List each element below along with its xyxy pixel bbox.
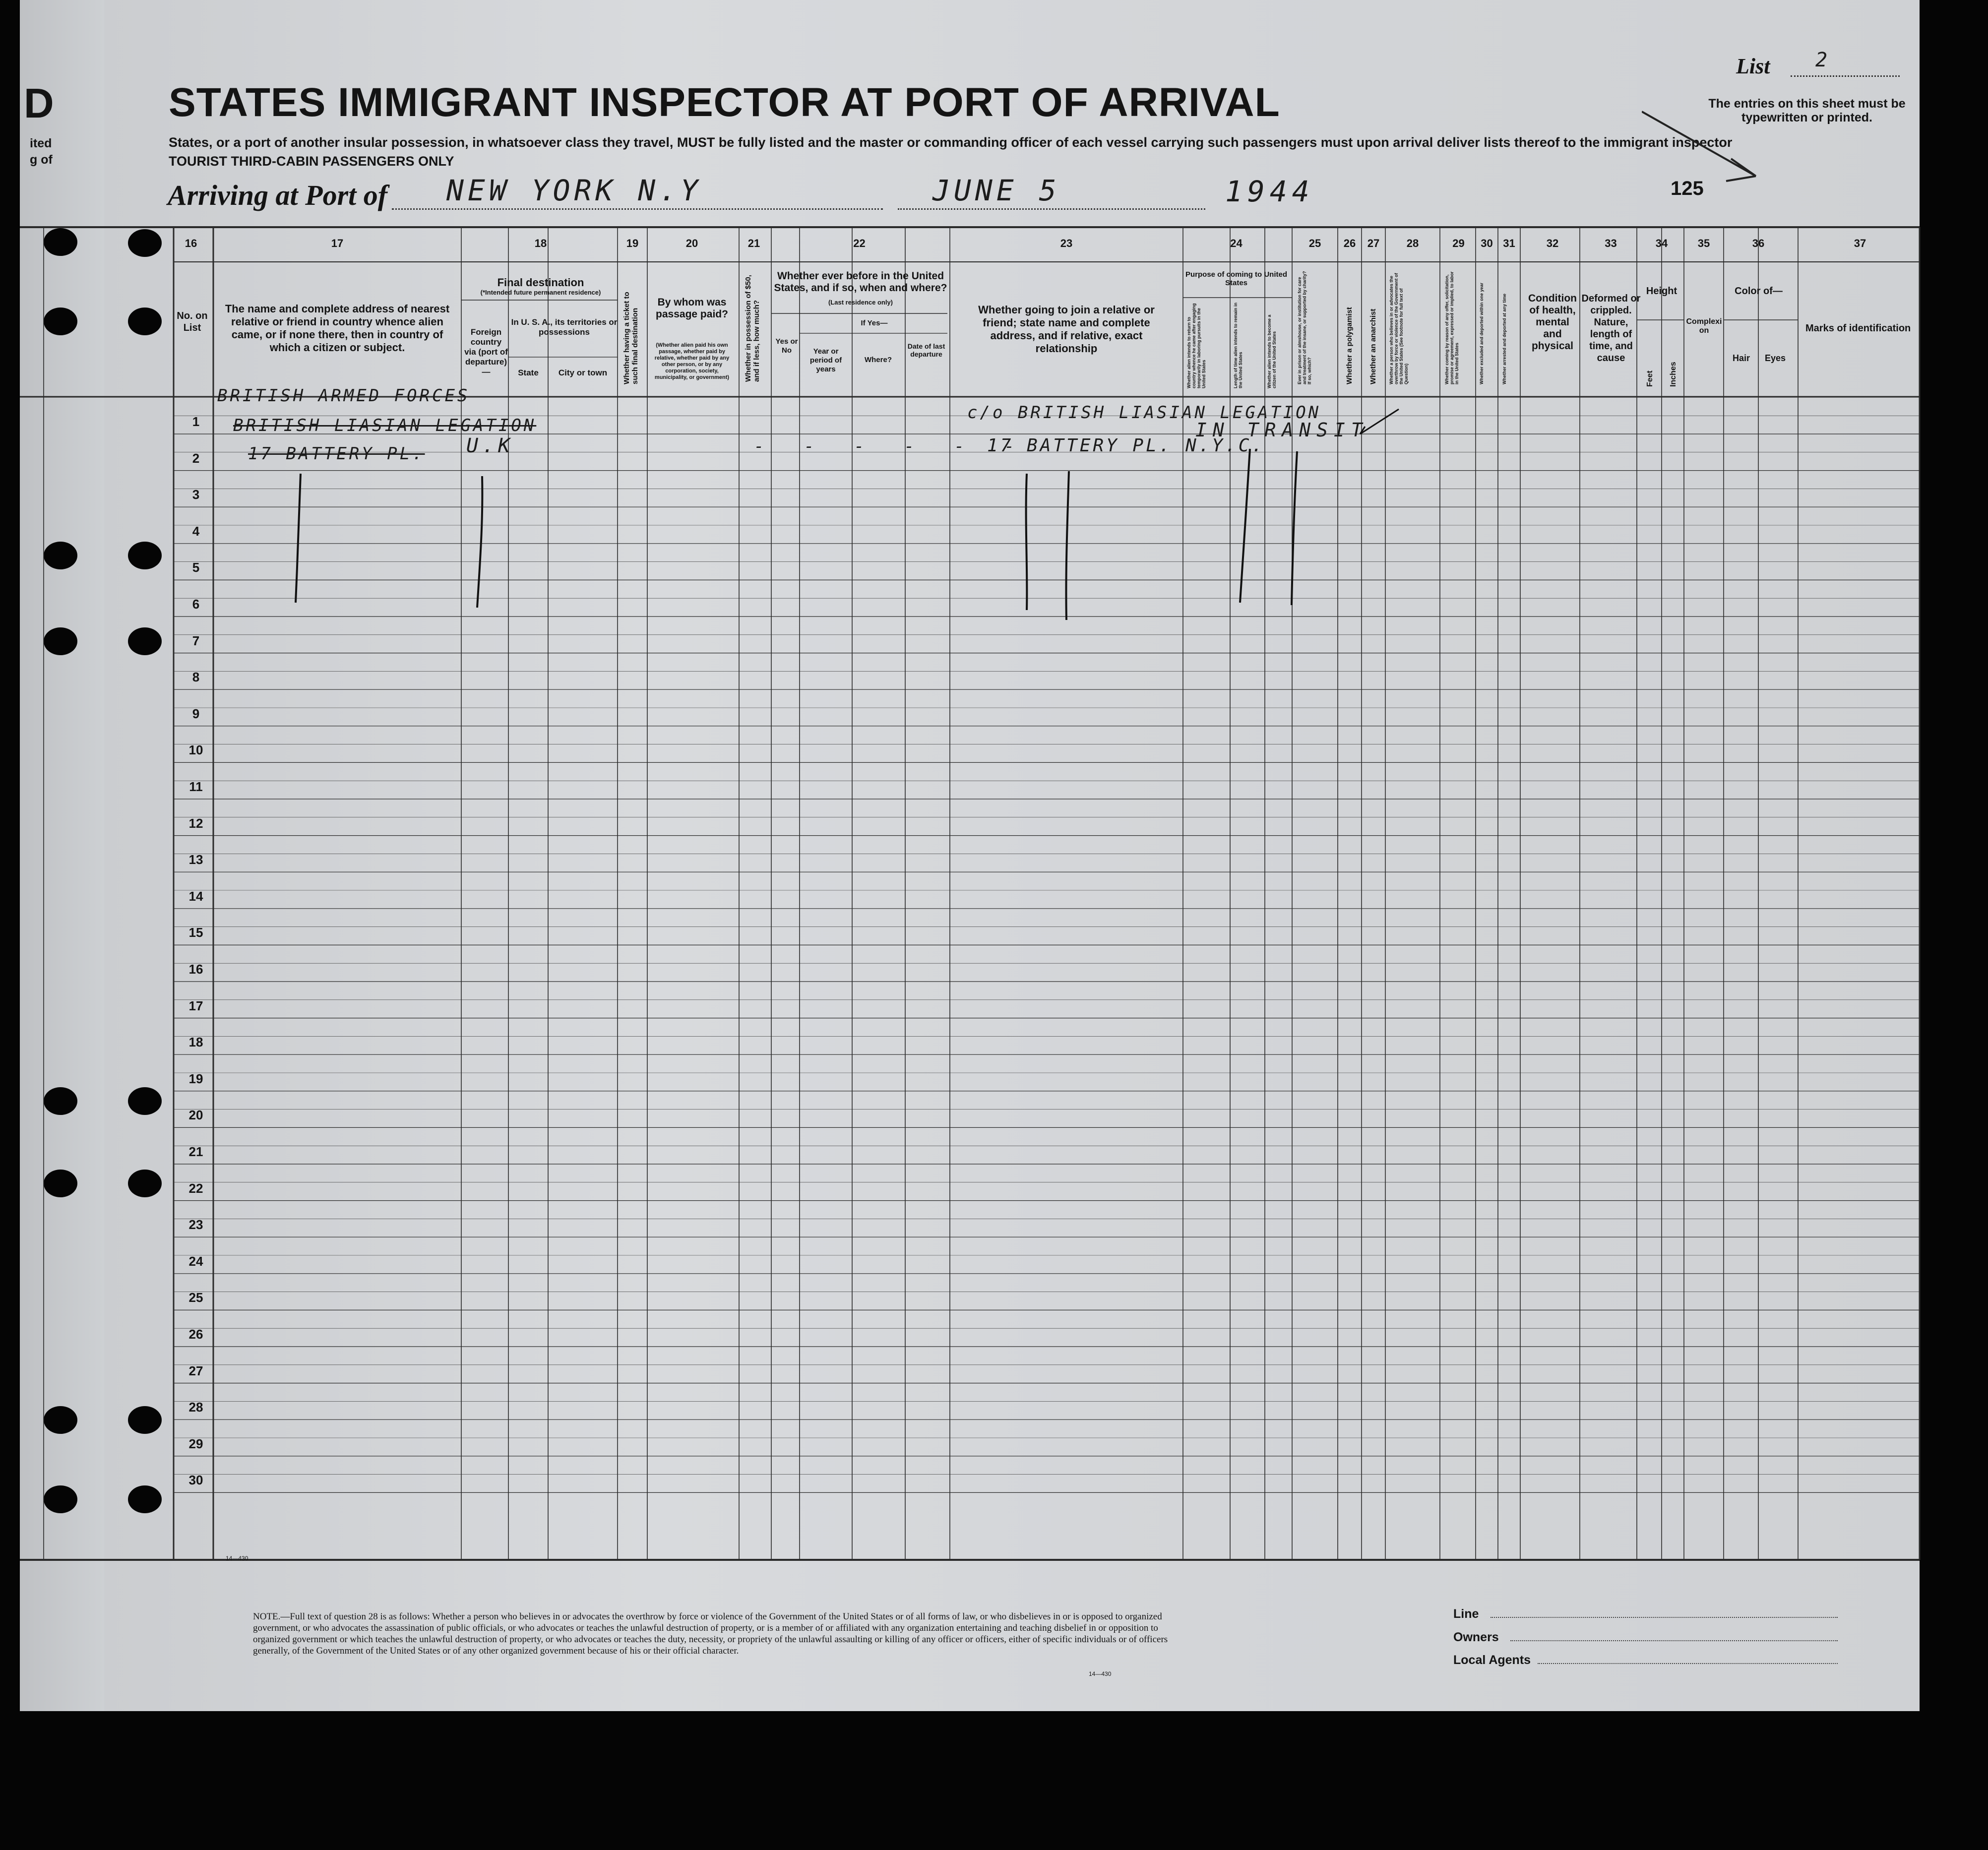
entry-relative-line1: BRITISH ARMED FORCES [217,386,470,406]
column-number: 32 [1546,237,1559,249]
column-number: 23 [1060,237,1073,249]
page-title: STATES IMMIGRANT INSPECTOR AT PORT OF ARRIVAL [169,80,1280,125]
agents-label: Local Agents [1453,1653,1531,1667]
header-state: State [518,368,539,377]
header-health: Condition of health, mental and physical [1528,293,1577,352]
entry-relative-line2: BRITISH LIASIAN LEGATION [233,416,537,435]
row-number: 20 [188,1108,203,1123]
entry-joining-line1: c/o BRITISH LIASIAN LEGATION [967,403,1321,423]
typewritten-notice: The entries on this sheet must be typewritten or printed. [1708,97,1906,124]
header-if-yes: If Yes— [861,319,888,327]
column-number: 28 [1406,237,1419,249]
header-purpose: Purpose of coming to United States [1185,270,1287,287]
instruction-text: States, or a port of another insular possession, in whatsoever class they travel, MUST be fully listed and the master or commanding officer of each vessel carrying such passengers must upon arrival deliver lists thereof to the immigrant inspector [169,135,1733,150]
row-number: 8 [192,670,200,685]
header-relative-address: The name and complete address of nearest relative or friend in country whence alien came, or if none there, then in country of which a citizen or subject. [225,303,450,354]
row-number: 17 [188,998,203,1013]
row-number: 30 [188,1473,203,1488]
header-purpose-length: Length of time alien intends to remain in the United States [1233,302,1243,388]
header-last-departure: Date of last departure [907,342,945,358]
footnote-label: NOTE.— [253,1611,290,1622]
line-fill [1491,1617,1838,1618]
page-fragment-text: ited [30,136,52,150]
header-complexion: Complexion [1686,317,1722,335]
header-year-period: Year or period of years [809,347,842,373]
column-number: 25 [1308,237,1321,249]
header-polygamist: Whether a polygamist [1345,307,1354,384]
column-number: 27 [1367,237,1380,249]
header-yes-no: Yes or No [775,337,798,355]
header-ticket: Whether having a ticket to such final destination [622,292,639,384]
row-number: 6 [192,597,200,612]
column-number: 22 [853,237,866,249]
row-number: 10 [188,742,203,758]
year-entry: 1944 [1225,175,1314,208]
owners-fill [1510,1640,1838,1641]
header-overthrow: Whether a person who believes in or advocates the overthrow by force or violence of the Government of the United States (See footnote for full text of Question) [1389,273,1409,384]
column-number: 16 [185,237,197,249]
row-number: 5 [192,560,200,575]
header-deformed: Deformed or crippled. Nature, length of time, and cause [1581,293,1641,364]
header-hair: Hair [1732,353,1750,363]
arriving-port-label: Arriving at Port of [168,179,388,211]
header-purpose-citizen: Whether alien intends to become a citizen of the United States [1267,314,1277,388]
header-feet: Feet [1646,370,1654,387]
header-anarchist: Whether an anarchist [1369,308,1377,384]
column-number: 37 [1854,237,1866,249]
row-number: 19 [188,1071,203,1086]
page-number: 125 [1671,178,1704,199]
row-number: 26 [188,1327,203,1342]
column-number: 31 [1503,237,1515,249]
row-number: 14 [188,888,203,904]
row-number: 3 [192,487,200,502]
footnote-text: Full text of question 28 is as follows: Whether a person who believes in or advocates the overthrow by force or violence of the Government of the United States or of all forms of law, or who disbelieves in or is opposed to organized government, or who advocates the assassination of public officials, or who advocates or teaches the unlawful destruction of property, or is a member of or affiliated with any organization entertaining and teaching disbelief in or opposition to organized government or which teaches the unlawful destruction of property, or who advocates or teaches the duty, necessity, or propriety of the unlawful assaulting or killing of any officer or officers, either of specific individuals or of officers generally, of the Government of the United States or of any other organized government because of his or their official character. [253,1611,1168,1656]
agents-fill [1538,1663,1838,1664]
page-fragment-text: g of [30,153,53,167]
footnote [253,1611,1176,1657]
column-number: 18 [534,237,547,249]
row-number: 18 [188,1035,203,1050]
row-number: 13 [188,852,203,867]
header-deported: Whether arrested and deported at any time [1502,293,1507,384]
entry-dashes: - - - - - - [754,436,1030,456]
row-number: 28 [188,1400,203,1415]
form-code: 14—430 [226,1555,248,1562]
header-excluded: Whether excluded and deported within one year [1479,282,1484,384]
header-color: Color of— [1735,286,1783,297]
row-number: 29 [188,1436,203,1451]
row-number: 22 [188,1180,203,1196]
row-number: 16 [188,962,203,977]
column-number: 36 [1752,237,1765,249]
header-last-residence: (Last residence only) [828,299,893,306]
header-usa-territories: In U. S. A., its territories or possessions [511,317,618,337]
entry-foreign-country: U.K [466,434,514,457]
list-number: 2 [1815,49,1832,71]
column-number: 29 [1452,237,1465,249]
port-entry: NEW YORK N.Y [446,174,702,207]
header-money: Whether in possession of $50, and if less, how much? [744,275,761,382]
passenger-class-line: TOURIST THIRD-CABIN PASSENGERS ONLY [169,154,454,169]
row-number: 23 [188,1217,203,1233]
row-number: 1 [192,414,200,429]
header-labor-offer: Whether coming by reason of any offer, solicitation, promise or agreement, expressed or implied, to labor in the United States [1444,271,1459,384]
column-number: 21 [747,237,760,249]
header-eyes: Eyes [1764,353,1786,363]
column-number: 17 [331,237,344,249]
header-destination-note: (*Intended future permanent residence) [480,289,601,296]
header-purpose-return: Whether alien intends to return to country whence he came after engaging temporarily in laboring pursuits in the United States [1186,303,1206,388]
form-code-footer: 14—430 [1089,1670,1112,1677]
row-number: 11 [189,779,203,794]
column-number: 24 [1230,237,1242,249]
row-number: 4 [192,523,200,539]
row-number: 27 [188,1363,203,1378]
column-number: 30 [1481,237,1493,249]
header-previous-visit: Whether ever before in the United States, and if so, when and where? [774,270,947,294]
row-number: 24 [188,1253,203,1269]
row-number: 2 [192,450,200,466]
header-marks: Marks of identification [1805,323,1911,334]
list-label: List [1736,54,1770,78]
column-number: 33 [1605,237,1617,249]
row-number: 9 [192,706,200,721]
row-number: 7 [192,633,200,648]
header-city: City or town [558,368,608,377]
header-passage-note: (Whether alien paid his own passage, whether paid by relative, whether paid by any other person, or by any corporation, society, municipality, or government) [654,342,730,380]
header-list-number: No. on List [177,310,208,333]
header-prison: Ever in prison or almshouse, or institution for care and treatment of the insane, or supported by charity? If so, which? [1297,271,1312,384]
column-number: 34 [1655,237,1668,249]
header-passage-paid: By whom was passage paid? [656,297,728,320]
owners-label: Owners [1453,1630,1499,1644]
row-number: 25 [188,1290,203,1305]
page-fragment-letter: D [24,80,54,126]
column-number: 20 [685,237,698,249]
row-number: 12 [188,815,203,831]
entry-purpose: IN TRANSIT [1195,419,1368,441]
header-final-destination: Final destination [497,276,584,289]
column-number: 26 [1343,237,1356,249]
header-foreign-country: Foreign country via (port of departure)— [464,327,508,376]
date-entry: JUNE 5 [932,174,1060,207]
column-number: 19 [626,237,639,249]
header-where: Where? [864,356,892,364]
header-inches: Inches [1669,362,1677,387]
column-number: 35 [1697,237,1710,249]
line-label: Line [1453,1607,1479,1621]
header-joining-relative: Whether going to join a relative or friend; state name and complete address, and if relative, exact relationship [978,304,1155,355]
entry-joining-line2: 17 BATTERY PL. N.Y.C. [987,435,1265,456]
entry-relative-line3: 17 BATTERY PL. [248,444,425,464]
row-number: 21 [188,1144,203,1159]
row-number: 15 [188,925,203,940]
header-height: Height [1646,286,1677,297]
